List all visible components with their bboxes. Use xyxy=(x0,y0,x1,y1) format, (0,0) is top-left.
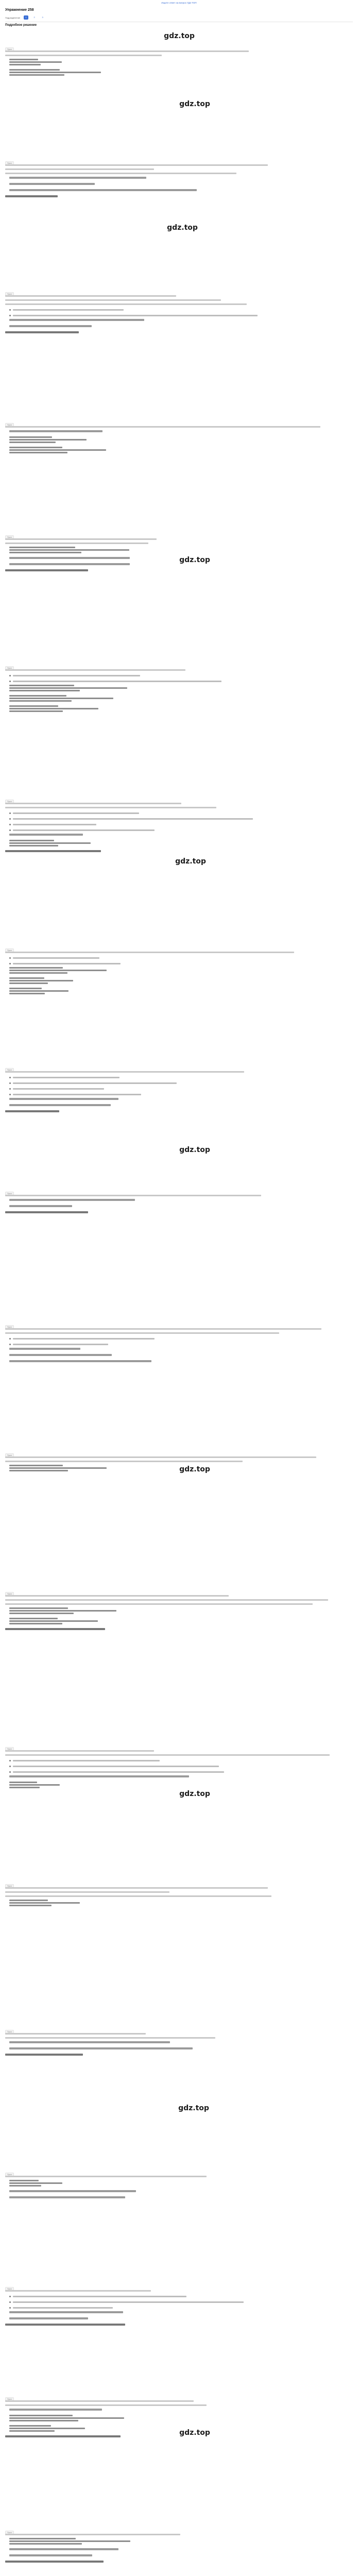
fraction-expression xyxy=(9,840,91,847)
formula-line xyxy=(9,189,197,191)
answer-line xyxy=(5,2324,125,2326)
step-badge: Пункт xyxy=(5,2531,14,2535)
formula-line xyxy=(9,2548,118,2550)
bullet-item xyxy=(9,817,253,821)
fraction-expression xyxy=(9,436,87,444)
step-header xyxy=(5,1743,353,1749)
explanation-line xyxy=(5,2534,180,2535)
bullet-text xyxy=(13,1094,141,1095)
formula-line xyxy=(9,1354,112,1356)
explanation-line xyxy=(5,1461,243,1462)
explanation-line xyxy=(5,164,268,166)
bullet-text xyxy=(13,2301,244,2303)
bullet-text xyxy=(13,1077,120,1078)
bullet-text xyxy=(13,1338,155,1340)
fraction-part xyxy=(9,840,54,841)
formula-line xyxy=(9,183,95,185)
bullet-item xyxy=(9,673,140,677)
explanation-line xyxy=(5,2404,207,2406)
formula-line xyxy=(9,2317,88,2319)
subparts-row xyxy=(5,14,353,21)
formula-line xyxy=(9,834,83,836)
fraction-part xyxy=(9,2185,41,2187)
fraction-part xyxy=(9,1467,107,1469)
fraction-part xyxy=(9,990,69,992)
bullet-dot-icon xyxy=(9,1077,11,1078)
answer-line xyxy=(5,2561,104,2563)
bullet-dot-icon xyxy=(9,2301,11,2303)
fraction-expression xyxy=(9,2180,62,2187)
step-badge: Пункт xyxy=(5,1592,14,1597)
fraction-expression xyxy=(9,977,73,985)
formula-line xyxy=(9,1360,151,1362)
fraction-part xyxy=(9,2417,124,2419)
bullet-dot-icon xyxy=(9,315,11,316)
watermark: gdz.top xyxy=(179,1465,210,1473)
explanation-line xyxy=(5,538,157,540)
explanation-line xyxy=(5,2290,151,2292)
watermark: gdz.top xyxy=(167,224,198,232)
step-badge: Пункт xyxy=(5,1192,14,1196)
fraction-part xyxy=(9,980,73,981)
fraction-part xyxy=(9,2420,78,2421)
fraction-part xyxy=(9,695,66,697)
step-badge: Пункт xyxy=(5,1453,14,1458)
fraction-part xyxy=(9,982,48,984)
page-button-1[interactable]: 1 xyxy=(24,15,28,20)
fraction-part xyxy=(9,447,62,448)
fraction-part xyxy=(9,1900,48,1901)
bullet-item xyxy=(9,679,221,683)
fraction-expression xyxy=(9,967,107,974)
fraction-part xyxy=(9,1784,60,1786)
solution-title: Подробное решение xyxy=(5,24,37,27)
watermark: gdz.top xyxy=(179,1146,210,1154)
step-badge: Пункт xyxy=(5,666,14,671)
bullet-text xyxy=(13,818,253,820)
step-header xyxy=(5,1880,353,1886)
bullet-item xyxy=(9,1075,120,1079)
fraction-expression xyxy=(9,2415,124,2422)
fraction-part xyxy=(9,988,42,989)
watermark: gdz.top xyxy=(179,2429,210,2437)
fraction-part xyxy=(9,710,63,712)
step-header xyxy=(5,944,353,951)
fraction-part xyxy=(9,708,98,709)
fraction-part xyxy=(9,690,80,691)
explanation-line xyxy=(5,50,249,52)
explanation-line xyxy=(5,168,154,170)
explanation-line xyxy=(5,2176,207,2177)
fraction-part xyxy=(9,685,74,686)
bullet-item xyxy=(9,961,121,965)
fraction-part xyxy=(9,2182,62,2184)
bullet-text xyxy=(13,309,124,311)
step-header xyxy=(5,2393,353,2399)
explanation-line xyxy=(5,173,236,174)
step-header xyxy=(5,288,353,294)
step-badge: Пункт xyxy=(5,1884,14,1889)
formula-line xyxy=(9,1199,135,1201)
explanation-line xyxy=(5,2033,146,2035)
step-badge: Пункт xyxy=(5,423,14,428)
bullet-item xyxy=(9,1758,160,1762)
fraction-part xyxy=(9,1782,37,1783)
bullet-dot-icon xyxy=(9,812,11,814)
bullet-dot-icon xyxy=(9,1760,11,1761)
bullet-item xyxy=(9,1087,104,1091)
step-header xyxy=(5,1188,353,1194)
step-header xyxy=(5,157,353,163)
explanation-line xyxy=(5,295,176,297)
fraction-part xyxy=(9,59,38,60)
fraction-part xyxy=(9,2538,76,2539)
bullet-text xyxy=(13,1088,104,1090)
bullet-text xyxy=(13,675,140,676)
bullet-text xyxy=(13,2307,113,2309)
explanation-line xyxy=(5,1754,330,1756)
exercise-title: Упражнение 258 xyxy=(5,8,34,12)
formula-line xyxy=(9,1205,72,1207)
fraction-part xyxy=(9,69,60,71)
fraction-part xyxy=(9,1465,63,1466)
fraction-part xyxy=(9,977,44,979)
fraction-part xyxy=(9,452,67,453)
fraction-part xyxy=(9,967,63,969)
fraction-part xyxy=(9,698,113,699)
explanation-line xyxy=(5,543,148,544)
fraction-expression xyxy=(9,695,113,702)
fraction-part xyxy=(9,449,106,451)
fraction-part xyxy=(9,2180,39,2181)
fraction-part xyxy=(9,2415,73,2416)
watermark: gdz.top xyxy=(175,857,206,866)
step-badge: Пункт xyxy=(5,161,14,166)
fraction-part xyxy=(9,1618,58,1619)
explanation-line xyxy=(5,55,162,56)
formula-line xyxy=(9,1104,111,1106)
bullet-text xyxy=(13,824,96,825)
fraction-part xyxy=(9,549,129,551)
step-badge: Пункт xyxy=(5,948,14,953)
step-header xyxy=(5,1588,353,1594)
step-header xyxy=(5,1449,353,1455)
explanation-line xyxy=(5,1456,316,1458)
bullet-item xyxy=(9,1092,141,1096)
bullet-item xyxy=(9,1336,155,1341)
bullet-text xyxy=(13,1760,160,1761)
bullet-text xyxy=(13,681,221,682)
explanation-line xyxy=(5,299,221,301)
step-header xyxy=(5,2527,353,2533)
answer-line xyxy=(5,850,101,852)
bullet-dot-icon xyxy=(9,1094,11,1095)
fraction-part xyxy=(9,74,64,76)
explanation-line xyxy=(5,1599,328,1601)
bullet-text xyxy=(13,957,99,959)
step-header xyxy=(5,2283,353,2289)
step-badge: Пункт xyxy=(5,2173,14,2177)
formula-line xyxy=(9,2047,193,2049)
explanation-line xyxy=(5,1071,244,1073)
step-header xyxy=(5,419,353,425)
fraction-expression xyxy=(9,1782,60,1789)
fraction-part xyxy=(9,1787,40,1788)
bullet-item xyxy=(9,1770,224,1774)
bullet-item xyxy=(9,822,96,826)
bullet-dot-icon xyxy=(9,675,11,676)
fraction-part xyxy=(9,993,45,994)
fraction-part xyxy=(9,2543,82,2545)
fraction-part xyxy=(9,64,41,65)
explanation-line xyxy=(5,426,320,428)
bullet-item xyxy=(9,828,155,832)
fraction-expression xyxy=(9,685,127,692)
bullet-dot-icon xyxy=(9,309,11,311)
formula-line xyxy=(9,2190,136,2192)
bullet-item xyxy=(9,2294,186,2298)
fraction-part xyxy=(9,845,58,846)
fraction-part xyxy=(9,972,67,974)
fraction-expression xyxy=(9,1618,98,1625)
answer-line xyxy=(5,331,79,333)
bullet-item xyxy=(9,811,139,815)
formula-line xyxy=(9,177,146,179)
formula-line xyxy=(9,1098,118,1100)
subparts-label: Подразделение xyxy=(5,16,21,19)
fraction-expression xyxy=(9,988,69,995)
formula-line xyxy=(9,2311,123,2313)
fraction-part xyxy=(9,2430,55,2432)
bullet-item xyxy=(9,956,99,960)
explanation-line xyxy=(5,2037,215,2039)
explanation-line xyxy=(5,952,294,953)
bullet-text xyxy=(13,1771,224,1773)
fraction-part xyxy=(9,842,91,844)
answer-line xyxy=(5,195,58,197)
bullet-dot-icon xyxy=(9,1766,11,1767)
bullet-item xyxy=(9,1081,177,1085)
explanation-line xyxy=(5,1750,154,1752)
formula-line xyxy=(9,430,103,432)
fraction-part xyxy=(9,1905,52,1906)
formula-line xyxy=(9,1348,80,1350)
fraction-part xyxy=(9,442,56,443)
bullet-dot-icon xyxy=(9,1082,11,1084)
formula-line xyxy=(9,2196,125,2198)
step-header xyxy=(5,531,353,537)
step-badge: Пункт xyxy=(5,800,14,804)
bullet-dot-icon xyxy=(9,2296,11,2297)
formula-line xyxy=(9,2041,170,2043)
fraction-part xyxy=(9,72,101,73)
step-badge: Пункт xyxy=(5,2397,14,2402)
page-button-3[interactable]: 3 xyxy=(42,16,43,19)
fraction-part xyxy=(9,2425,51,2427)
top-link[interactable]: Ищите ответ на вопрос ГДЗ ТОП xyxy=(161,2,197,4)
bullet-text xyxy=(13,829,155,831)
fraction-part xyxy=(9,1613,74,1614)
bullet-dot-icon xyxy=(9,818,11,820)
step-badge: Пункт xyxy=(5,1747,14,1752)
answer-line xyxy=(5,1110,59,1112)
formula-line xyxy=(9,557,130,559)
explanation-line xyxy=(5,1891,169,1893)
watermark: gdz.top xyxy=(179,1790,210,1798)
formula-line xyxy=(9,563,130,565)
fraction-part xyxy=(9,61,62,63)
formula-line xyxy=(9,1775,189,1777)
formula-line xyxy=(9,2409,102,2411)
answer-line xyxy=(5,2435,121,2437)
bullet-item xyxy=(9,2300,244,2304)
fraction-part xyxy=(9,1610,116,1612)
bullet-dot-icon xyxy=(9,1088,11,1090)
fraction-part xyxy=(9,705,58,707)
bullet-dot-icon xyxy=(9,963,11,964)
step-badge: Пункт xyxy=(5,2030,14,2035)
explanation-line xyxy=(5,669,185,671)
explanation-line xyxy=(5,1328,321,1330)
fraction-part xyxy=(9,1620,98,1622)
step-header xyxy=(5,795,353,802)
fraction-expression xyxy=(9,1607,116,1615)
fraction-part xyxy=(9,970,107,971)
fraction-part xyxy=(9,552,81,553)
step-header xyxy=(5,43,353,49)
fraction-expression xyxy=(9,547,129,554)
page-button-2[interactable]: 2 xyxy=(33,16,35,19)
fraction-part xyxy=(9,436,52,438)
bullet-item xyxy=(9,1342,108,1346)
fraction-expression xyxy=(9,1465,107,1472)
watermark: gdz.top xyxy=(178,2104,209,2112)
step-header xyxy=(5,1064,353,1070)
fraction-part xyxy=(9,1470,68,1471)
fraction-part xyxy=(9,439,87,440)
fraction-expression xyxy=(9,447,106,454)
watermark: gdz.top xyxy=(164,32,195,40)
fraction-part xyxy=(9,687,127,689)
fraction-expression xyxy=(9,69,101,76)
step-badge: Пункт xyxy=(5,1068,14,1073)
bullet-item xyxy=(9,2306,113,2310)
bullet-dot-icon xyxy=(9,1344,11,1345)
fraction-expression xyxy=(9,2425,85,2432)
fraction-part xyxy=(9,547,75,548)
fraction-part xyxy=(9,1607,68,1609)
bullet-text xyxy=(13,1344,108,1345)
explanation-line xyxy=(5,2400,194,2402)
explanation-line xyxy=(5,807,216,808)
formula-line xyxy=(9,325,92,327)
explanation-line xyxy=(5,1195,261,1196)
bullet-dot-icon xyxy=(9,1771,11,1773)
bullet-text xyxy=(13,1766,219,1767)
bullet-item xyxy=(9,1764,219,1768)
bullet-text xyxy=(13,812,139,814)
explanation-line xyxy=(5,1595,229,1597)
fraction-expression xyxy=(9,705,98,713)
explanation-line xyxy=(5,803,181,804)
formula-line xyxy=(9,319,144,321)
bullet-dot-icon xyxy=(9,957,11,959)
fraction-part xyxy=(9,700,72,702)
bullet-item xyxy=(9,313,258,317)
bullet-item xyxy=(9,308,124,312)
answer-line xyxy=(5,569,88,571)
step-header xyxy=(5,2026,353,2032)
fraction-part xyxy=(9,2540,130,2542)
bullet-text xyxy=(13,963,121,964)
fraction-part xyxy=(9,1623,62,1624)
formula-line xyxy=(9,2554,92,2556)
answer-line xyxy=(5,2054,83,2056)
answer-line xyxy=(5,1628,105,1630)
bullet-text xyxy=(13,1082,177,1084)
fraction-expression xyxy=(9,59,62,66)
bullet-dot-icon xyxy=(9,824,11,825)
fraction-part xyxy=(9,1902,80,1904)
step-badge: Пункт xyxy=(5,47,14,52)
watermark: gdz.top xyxy=(179,556,210,564)
bullet-text xyxy=(13,315,258,316)
fraction-expression xyxy=(9,1900,80,1907)
explanation-line xyxy=(5,1332,279,1334)
bullet-dot-icon xyxy=(9,1338,11,1340)
step-badge: Пункт xyxy=(5,1325,14,1330)
fraction-part xyxy=(9,2428,85,2429)
step-badge: Пункт xyxy=(5,2287,14,2292)
step-header xyxy=(5,2168,353,2175)
bullet-dot-icon xyxy=(9,2307,11,2309)
bullet-text xyxy=(13,2296,186,2297)
answer-line xyxy=(5,1211,88,1213)
step-badge: Пункт xyxy=(5,535,14,540)
step-badge: Пункт xyxy=(5,292,14,297)
explanation-line xyxy=(5,1603,313,1605)
explanation-line xyxy=(5,303,247,305)
step-header xyxy=(5,1321,353,1327)
bullet-dot-icon xyxy=(9,829,11,831)
explanation-line xyxy=(5,1895,271,1897)
step-header xyxy=(5,662,353,668)
explanation-line xyxy=(5,1887,268,1889)
bullet-dot-icon xyxy=(9,681,11,682)
watermark: gdz.top xyxy=(179,100,210,108)
fraction-expression xyxy=(9,2538,130,2545)
